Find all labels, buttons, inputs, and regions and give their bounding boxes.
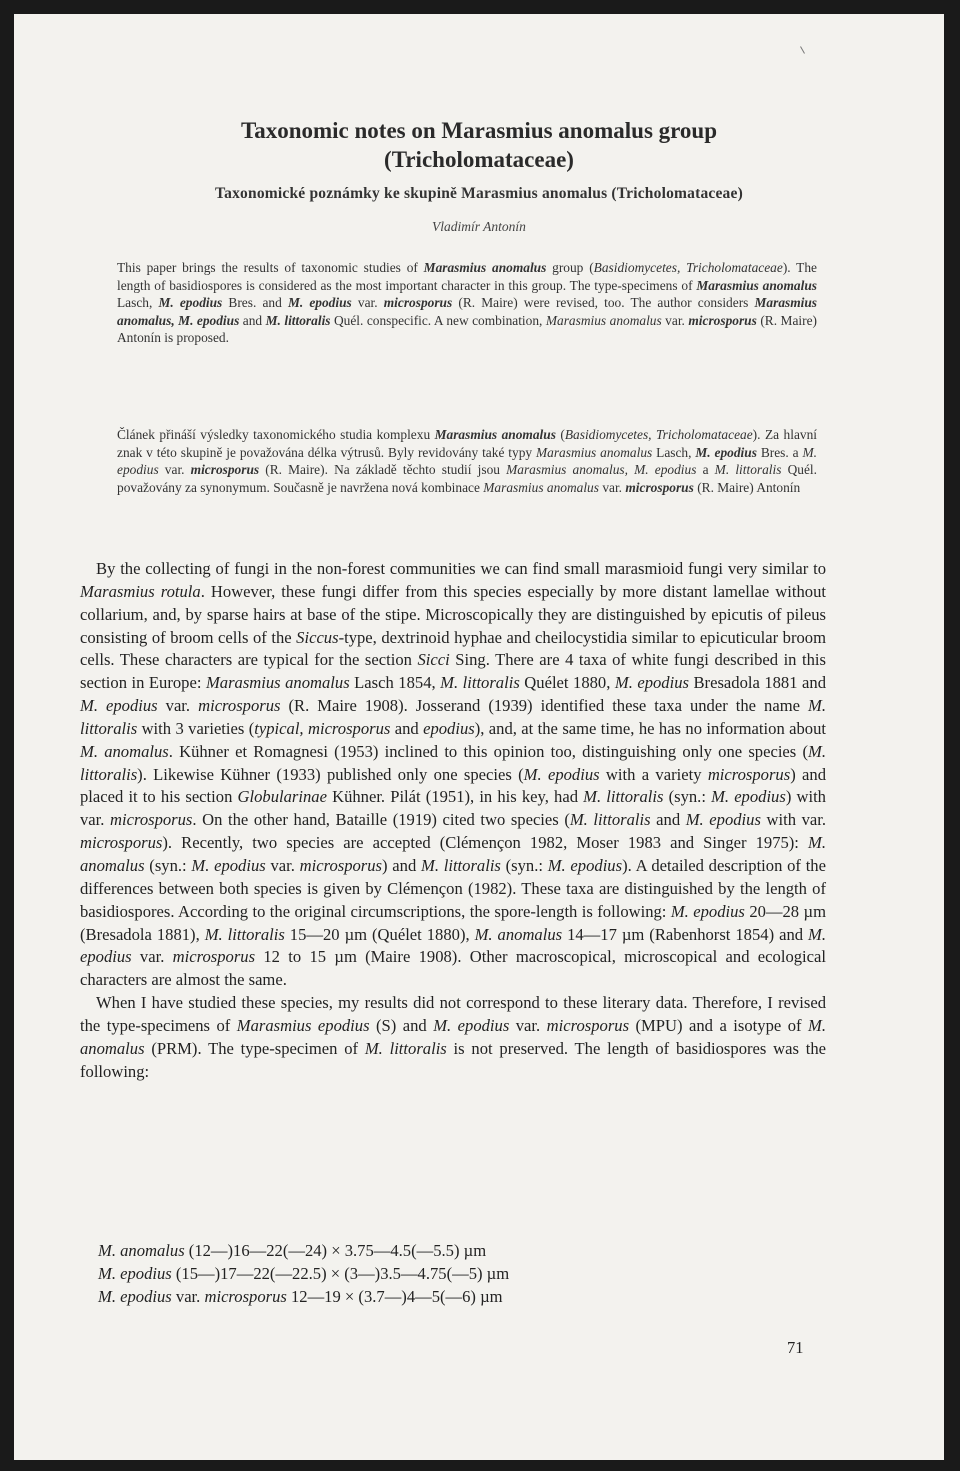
czech-title: Taxonomické poznámky ke skupině Marasmius anomalus (Tricholomataceae)	[215, 185, 743, 202]
body-paragraph-1: By the collecting of fungi in the non-forest communities we can find small marasmioid fungi very similar to Marasmius rotula. However, these fungi differ from this species especially by more distant lamellae without collarium, and, by sparse hairs at base of the stipe. Microscopically they are distinguished by epicutis of pileus consisting of broom cells of the Siccus-type, dextrinoid hyphae and cheilocystidia similar to epicuticular broom cells. These characters are typical for the section Sicci Sing. There are 4 taxa of white fungi described in this section in Europe: Marasmius anomalus Lasch 1854, M. littoralis Quélet 1880, M. epodius Bresadola 1881 and M. epodius var. microsporus (R. Maire 1908). Josserand (1939) identified these taxa under the name M. littoralis with 3 varieties (typical, microsporus and epodius), and, at the same time, he has no information about M. anomalus. Kühner et Romagnesi (1953) inclined to this opinion too, distinguishing only one species (M. littoralis). Likewise Kühner (1933) published only one species (M. epodius with a variety microsporus) and placed it to his section Globularinae Kühner. Pilát (1951), in his key, had M. littoralis (syn.: M. epodius) with var. microsporus. On the other hand, Bataille (1919) cited two species (M. littoralis and M. epodius with var. microsporus). Recently, two species are accepted (Clémençon 1982, Moser 1983 and Singer 1975): M. anomalus (syn.: M. epodius var. microsporus) and M. littoralis (syn.: M. epodius). A detailed description of the differences between both species is given by Clémençon (1982). These taxa are distinguished by the length of basidiospores. According to the original circumscriptions, the spore-length is following: M. epodius 20—28 µm (Bresadola 1881), M. littoralis 15—20 µm (Quélet 1880), M. anomalus 14—17 µm (Rabenhorst 1854) and M. epodius var. microsporus 12 to 15 µm (Maire 1908). Other macroscopical, microscopical and ecological characters are almost the same.	[80, 559, 827, 990]
article-title	[14, 116, 944, 174]
article-body	[80, 558, 826, 1083]
measurement-row: M. epodius var. microsporus 12—19 × (3.7—)4—5(—6) µm	[98, 1287, 503, 1306]
title-line-1: Taxonomic notes on Marasmius anomalus group	[240, 118, 718, 143]
body-paragraph-2: When I have studied these species, my results did not correspond to these literary data. Therefore, I revised the type-specimens of Marasmius epodius (S) and M. epodius var. microsporus (MPU) and a isotype of M. anomalus (PRM). The type-specimen of M. littoralis is not preserved. The length of basidiospores was the following:	[80, 993, 826, 1081]
measurement-row: M. anomalus (12—)16—22(—24) × 3.75—4.5(—5.5) µm	[98, 1241, 487, 1260]
scan-mark	[800, 46, 805, 53]
abstract-english: This paper brings the results of taxonomic studies of Marasmius anomalus group (Basidiomycetes, Tricholomataceae). The length of basidiospores is considered as the most important character in this group. The type-specimens of Marasmius anomalus Lasch, M. epodius Bres. and M. epodius var. microsporus (R. Maire) were revised, too. The author considers Marasmius anomalus, M. epodius and M. littoralis Quél. conspecific. A new combination, Marasmius anomalus var. microsporus (R. Maire) Antonín is proposed.	[117, 260, 818, 345]
spore-measurements	[98, 1239, 509, 1308]
page-number: 71	[787, 1338, 804, 1357]
journal-page	[14, 14, 944, 1460]
title-line-2: (Tricholomataceae)	[384, 147, 574, 172]
author: Vladimír Antonín	[432, 219, 526, 234]
abstract-czech: Článek přináší výsledky taxonomického studia komplexu Marasmius anomalus (Basidiomycetes, Tricholomataceae). Za hlavní znak v této skupině je považována délka výtrusů. Byly revidovány také typy Marasmius anomalus Lasch, M. epodius Bres. a M. epodius var. microsporus (R. Maire). Na základě těchto studií jsou Marasmius anomalus, M. epodius a M. littoralis Quél. považovány za synonymum. Současně je navržena nová kombinace Marasmius anomalus var. microsporus (R. Maire) Antonín	[117, 427, 817, 495]
measurement-row: M. epodius (15—)17—22(—22.5) × (3—)3.5—4.75(—5) µm	[98, 1264, 510, 1283]
